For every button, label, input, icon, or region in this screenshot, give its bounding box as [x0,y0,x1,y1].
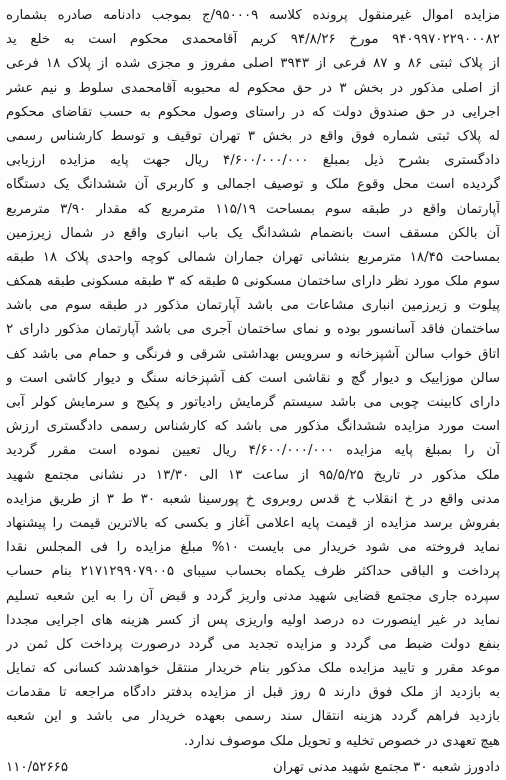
notice-line: سپرده جاری مجتمع قضایی شهید مدنی واریز گردد و قبض آن را به این شعبه تسلیم [6,588,500,604]
notice-line: سوم ملک مورد نظر دارای ساختمان مسکونی ۵ طبقه که ۳ طبقه مسکونی طبقه همکف [6,274,500,290]
notice-line: له پلاک ثبتی شماره فوق واقع در بخش ۳ تهران توقیف و توسط کارشناس رسمی [6,128,500,144]
notice-line: آن را بمبلغ پایه مزایده ۴/۶۰۰/۰۰۰/۰۰۰ ریال تعیین نموده است مقرر گردید [6,443,500,459]
notice-line: پیلوت و زیرزمین انباری مشاعات می باشد آپارتمان مذکور در طبقه سوم می باشد [6,298,500,314]
signature-office: دادورز شعبه ۳۰ مجتمع شهید مدنی تهران [272,759,500,775]
notice-line: پرداخت و الباقی حداکثر ظرف یکماه بحساب سیبای ۲۱۷۱۲۹۹۰۷۹۰۰۵ بنام حساب [6,564,500,580]
notice-line: نماید فروخته می شود خریدار می بایست ۱۰% مبلغ مزایده را فی المجلس نقدا [6,540,500,556]
notice-line: ۹۴۰۹۹۷۰۲۲۹۰۰۰۸۲ مورخ ۹۴/۸/۲۶ کریم آقامحمدی محکوم است به خلع ید [6,32,500,48]
notice-line: به بازدید از ملک فوق دارند ۵ روز قبل از مزایده بدفتر دادگاه مراجعه تا مقدمات [6,685,500,701]
notice-line: ساختمان فاقد آسانسور بوده و نمای ساختمان آجری می باشد آپارتمان مذکور دارای ۲ [6,322,500,338]
notice-line: نماید در غیر اینصورت ده درصد اولیه واریزی پس از کسر هزینه های اجرایی مجددا [6,612,500,628]
notice-line: مدنی واقع در خ انقلاب خ قدس روبروی خ پورسینا شعبه ۳۰ ط ۳ از طریق مزایده [6,491,500,507]
notice-line-last: هیچ تعهدی در خصوص تخلیه و تحویل ملک موصوف ندارد. [183,733,500,749]
notice-line: بازدید فراهم گردد هزینه انتقال سند رسمی بعهده خریدار می باشد و این شعبه [6,709,500,725]
notice-line: بفروش برسد مزایده از قیمت پایه اعلامی آغاز و بکسی که بالاترین قیمت را پیشنهاد [6,515,500,531]
notice-body [6,4,500,754]
notice-line: ملک مذکور در تاریخ ۹۵/۵/۲۵ از ساعت ۱۳ الی ۱۳/۳۰ در نشانی مجتمع شهید [6,467,500,483]
notice-line: آن بالکن مسقف است بانضمام ششدانگ یک باب انباری واقع در شمال زیرزمین [6,225,500,241]
notice-line: از پلاک ثبتی ۸۶ و ۸۷ فرعی از ۳۹۴۳ اصلی مفروز و مجزی شده از پلاک ۱۸ فرعی [6,56,500,72]
notice-line: اجرایی در حق صندوق دولت که در راستای وصول محکوم به حسب تقاضای محکوم [6,104,500,120]
notice-line: از اصلی مذکور در بخش ۳ در حق محکوم له محبوبه آقامحمدی سلوط و نیم عشر [6,80,500,96]
notice-line: آپارتمان واقع در طبقه سوم بمساحت ۱۱۵/۱۹ مترمربع که مقدار ۳/۹۰ مترمربع [6,201,500,217]
notice-line: گردیده است محل وقوع ملک و توصیف اجمالی و کاربری آن ششدانگ یک دستگاه [6,177,500,193]
notice-line: موعد مقرر و تایید مزایده ملک مذکور بنام خریدار منتقل خواهدشد کسانی که تمایل [6,661,500,677]
notice-line: بنفع دولت ضبط می گردد و مزایده تجدید می گردد درصورت پرداخت کل ثمن در [6,636,500,652]
notice-line: بمساحت ۱۸/۴۵ مترمربع بنشانی تهران جماران شمالی کوچه واحدی پلاک ۱۸ طبقه [6,249,500,265]
notice-line: مزایده اموال غیرمنقول پرونده کلاسه ۹۵۰۰۰۹/ج بموجب دادنامه صادره بشماره [6,8,500,23]
notice-line: اتاق خواب سالن آشپزخانه و سرویس بهداشتی شرقی و فرنگی و حمام می باشد کف [6,346,500,362]
notice-line: است مورد مزایده ششدانگ مذکور می باشد که کارشناس رسمی دادگستری ارزش [6,419,500,435]
notice-signature [6,756,500,780]
notice-line: سالن موزاییک و دیوار گچ و نقاشی است کف آشپزخانه سنگ و دیوار کاشی است و [6,370,500,386]
notice-line: دارای کابینت چوبی می باشد سیستم گرمایش رادیاتور و پکیج و سرمایش کولر آبی [6,395,500,410]
signature-code: ۱۱۰/۵۲۶۶۵ [6,759,69,775]
notice-line: دادگستری بشرح ذیل بمبلغ ۴/۶۰۰/۰۰۰/۰۰۰ ریال جهت پایه مزایده ارزیابی [6,153,500,169]
